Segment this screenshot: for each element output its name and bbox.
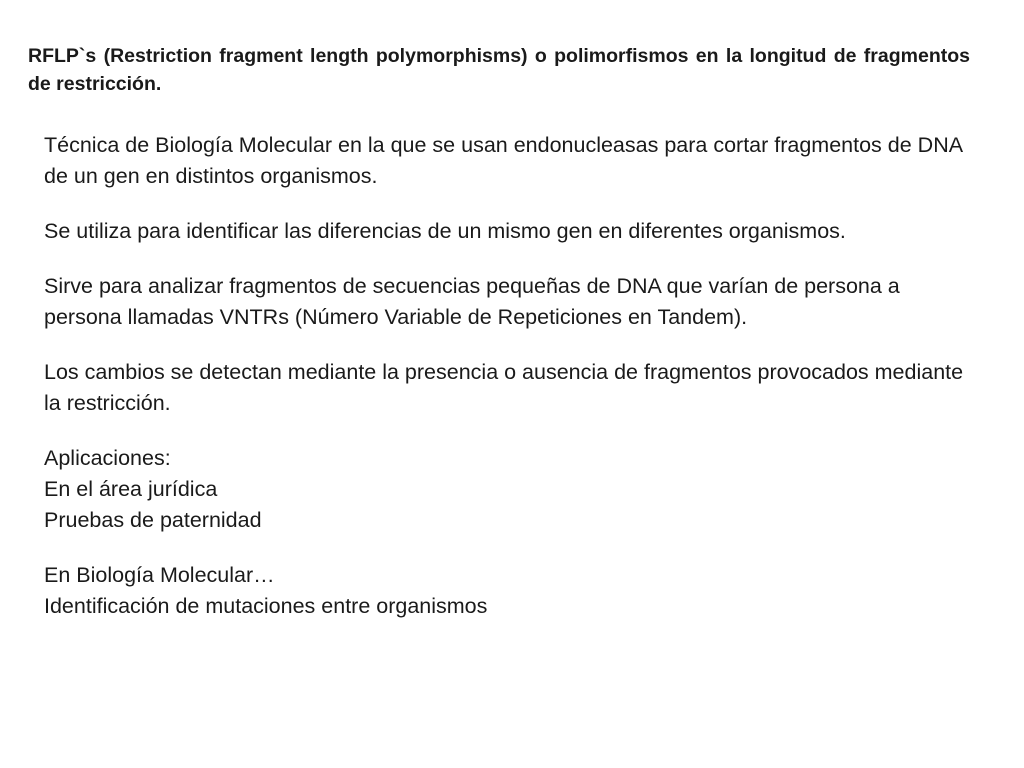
molecular-heading: En Biología Molecular… [44,563,275,587]
application-item-juridica: En el área jurídica [44,477,218,501]
paragraph-utiliza: Se utiliza para identificar las diferencias de un mismo gen en diferentes organismos. [44,219,846,243]
application-item-paternidad: Pruebas de paternidad [44,508,262,532]
applications-heading: Aplicaciones: [44,446,171,470]
molecular-section [44,560,974,622]
molecular-item-mutaciones: Identificación de mutaciones entre organismos [44,594,488,618]
paragraph-tecnica: Técnica de Biología Molecular en la que se usan endonucleasas para cortar fragmentos de DNA de un gen en distintos organismos. [44,133,962,188]
paragraph-cambios: Los cambios se detectan mediante la presencia o ausencia de fragmentos provocados mediante la restricción. [44,360,964,415]
slide-title: RFLP`s (Restriction fragment length polymorphisms) o polimorfismos en la longitud de fragmentos de restricción. [28,45,970,95]
slide-body [44,130,974,646]
applications-section [44,443,974,536]
paragraph-sirve: Sirve para analizar fragmentos de secuencias pequeñas de DNA que varían de persona a persona llamadas VNTRs (Número Variable de Repeticiones en Tandem). [44,274,900,329]
